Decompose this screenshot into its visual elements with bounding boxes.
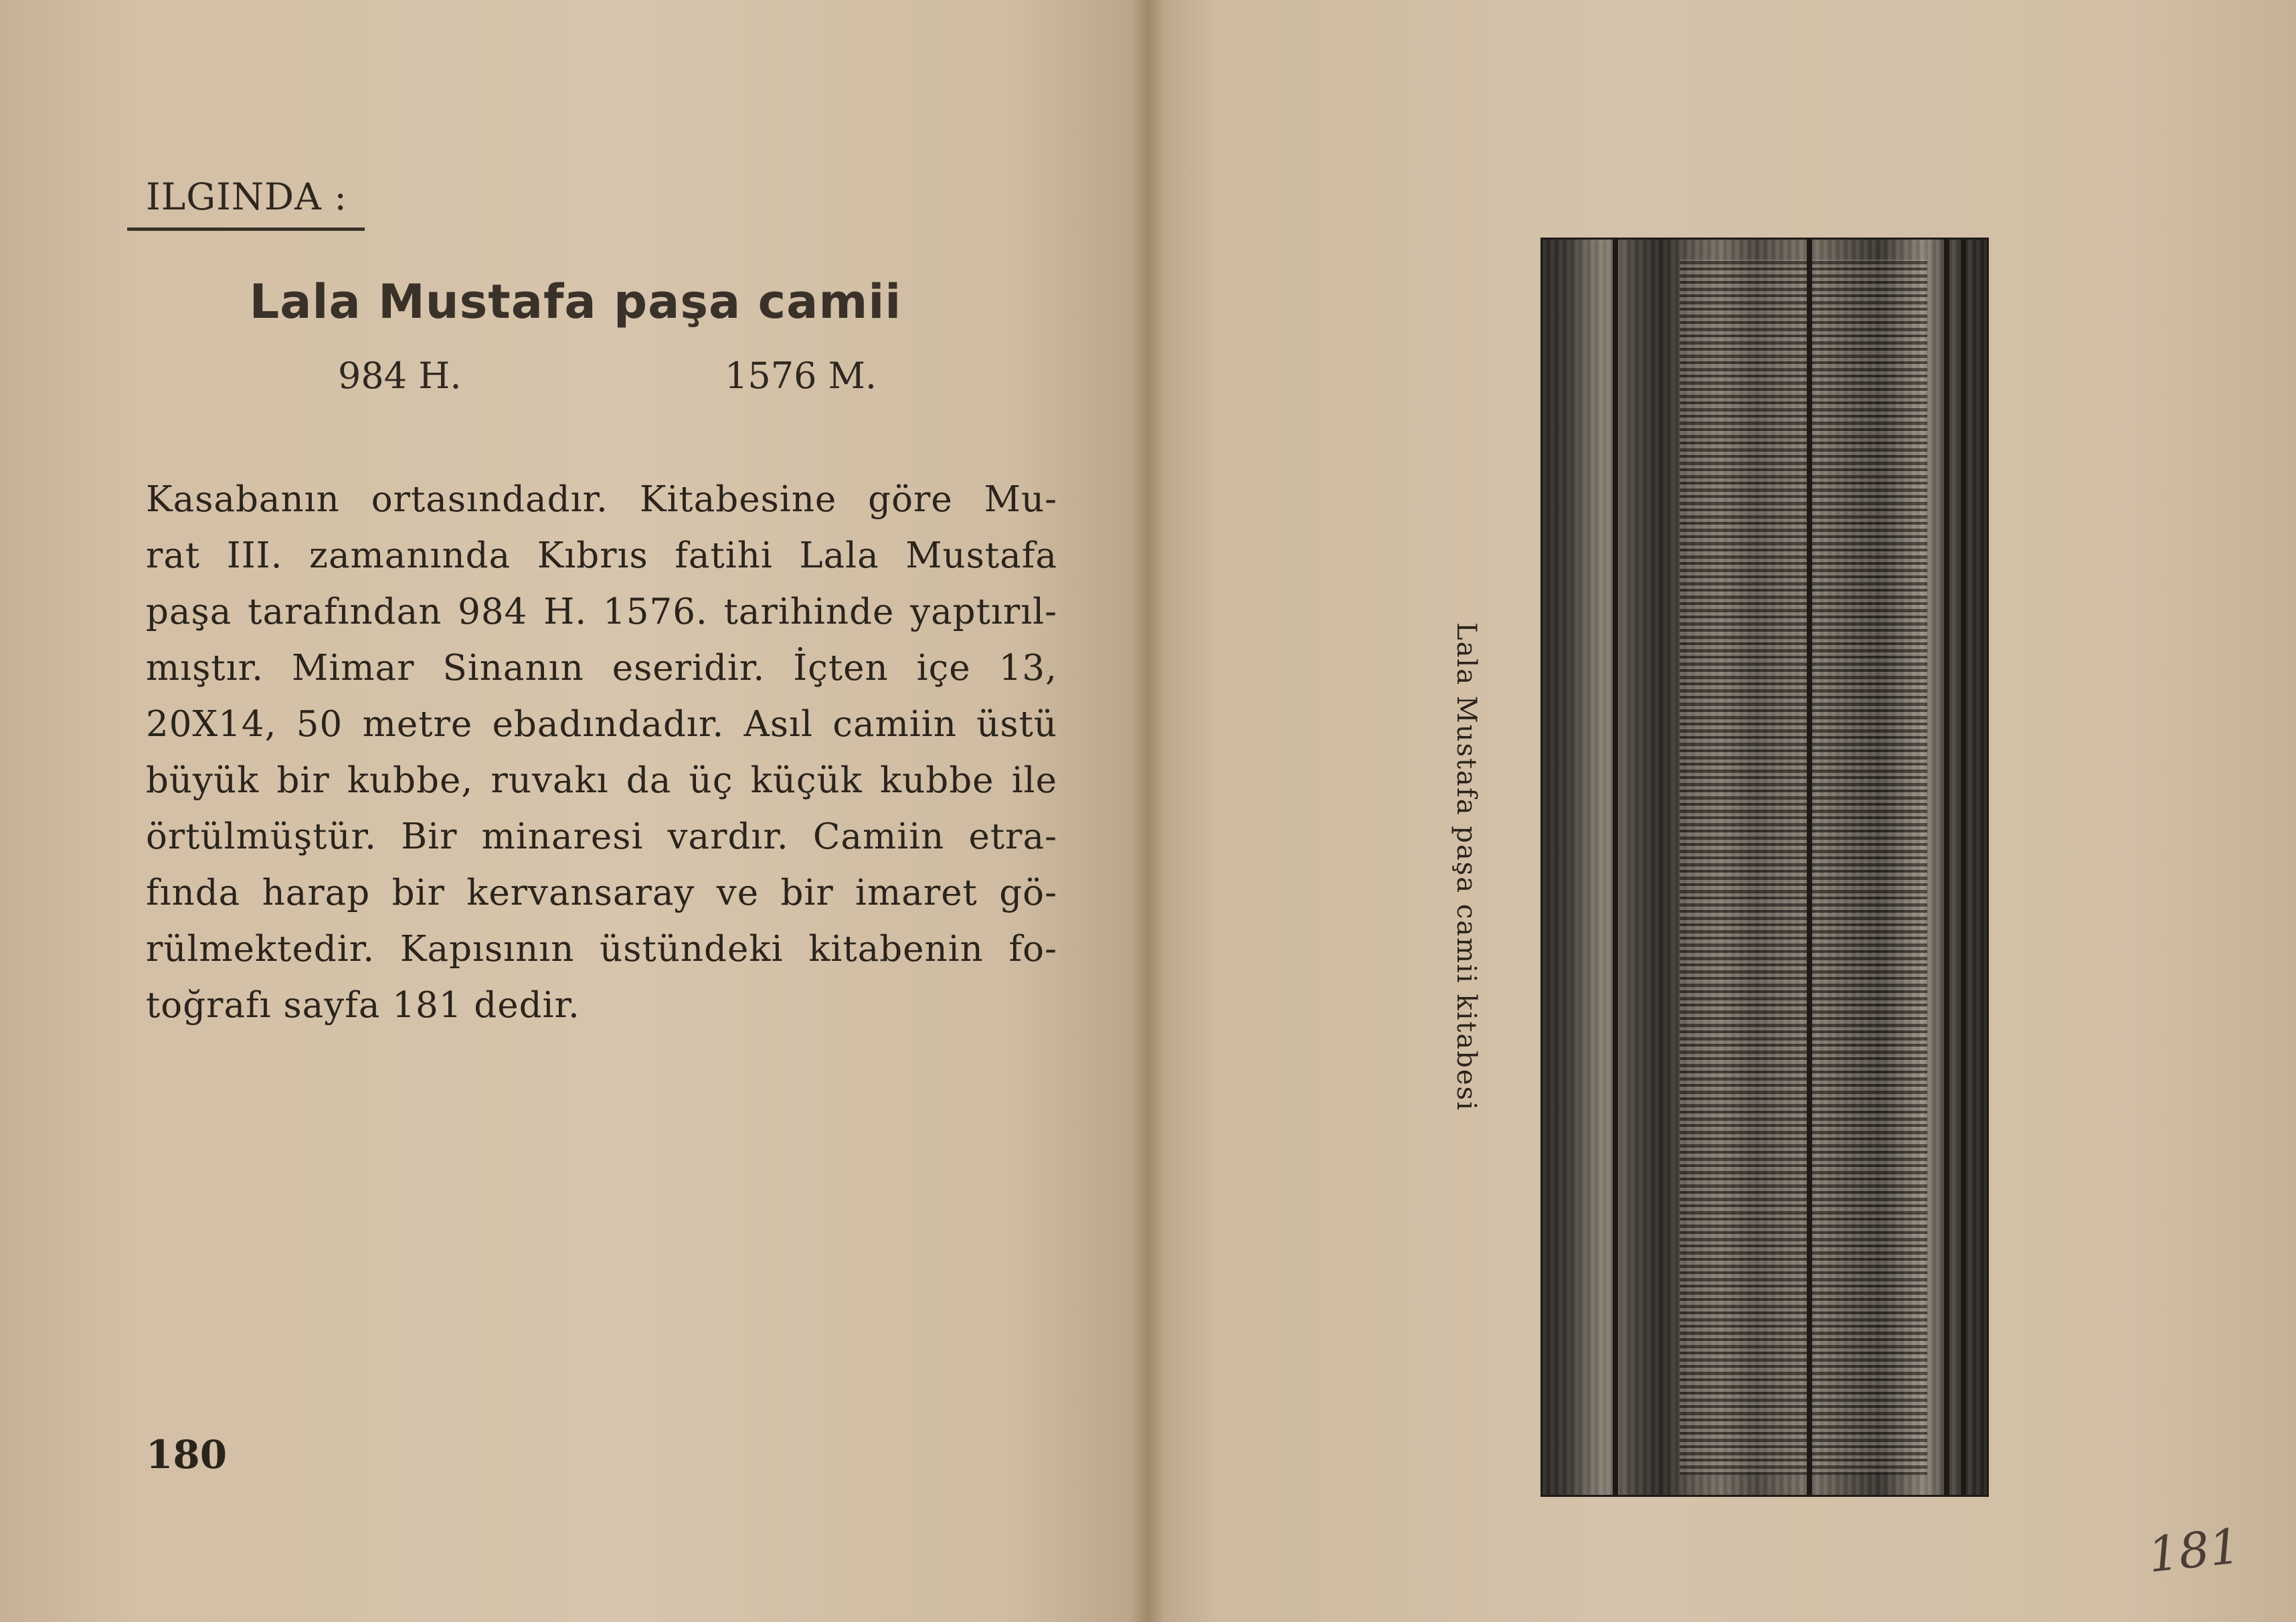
photo-frame-edge (1613, 240, 1618, 1495)
photo-frame-edge (1807, 240, 1812, 1495)
body-line: 20X14, 50 metre ebadındadır. Asıl camiin üstü (146, 704, 1057, 745)
body-line: rülmektedir. Kapısının üstündeki kitabenin fo- (146, 929, 1057, 970)
section-header: ILGINDA : (146, 175, 347, 218)
date-gregorian: 1576 M. (725, 355, 877, 397)
book-gutter (1131, 0, 1164, 1622)
photo-caption-text: Lala Mustafa paşa camii kitabesi (1451, 622, 1482, 1111)
page-number: 180 (146, 1432, 228, 1477)
body-line: büyük bir kubbe, ruvakı da üç küçük kubbe ile (146, 760, 1057, 801)
body-paragraph (146, 472, 1057, 1034)
handwritten-page-number: 181 (2145, 1518, 2243, 1583)
body-line: toğrafı sayfa 181 dedir. (146, 985, 580, 1026)
header-underline (127, 228, 365, 231)
body-line: örtülmüştür. Bir minaresi vardır. Camiin etra- (146, 816, 1057, 857)
inscription-photo (1540, 238, 1989, 1497)
body-line: rat III. zamanında Kıbrıs fatihi Lala Mustafa (146, 535, 1057, 576)
page-title: Lala Mustafa paşa camii (249, 274, 902, 329)
body-line: mıştır. Mimar Sinanın eseridir. İçten içe 13, (146, 648, 1057, 689)
date-hijri: 984 H. (338, 355, 462, 397)
photo-caption (1451, 622, 1511, 1144)
body-line: fında harap bir kervansaray ve bir imaret gö- (146, 873, 1057, 913)
inscription-band (1680, 260, 1810, 1475)
inscription-band (1810, 260, 1927, 1475)
body-line: paşa tarafından 984 H. 1576. tarihinde yaptırıl- (146, 592, 1057, 632)
body-line: Kasabanın ortasındadır. Kitabesine göre Mu- (146, 479, 1057, 520)
photo-frame-edge (1944, 240, 1949, 1495)
photo-frame-edge (1961, 240, 1966, 1495)
